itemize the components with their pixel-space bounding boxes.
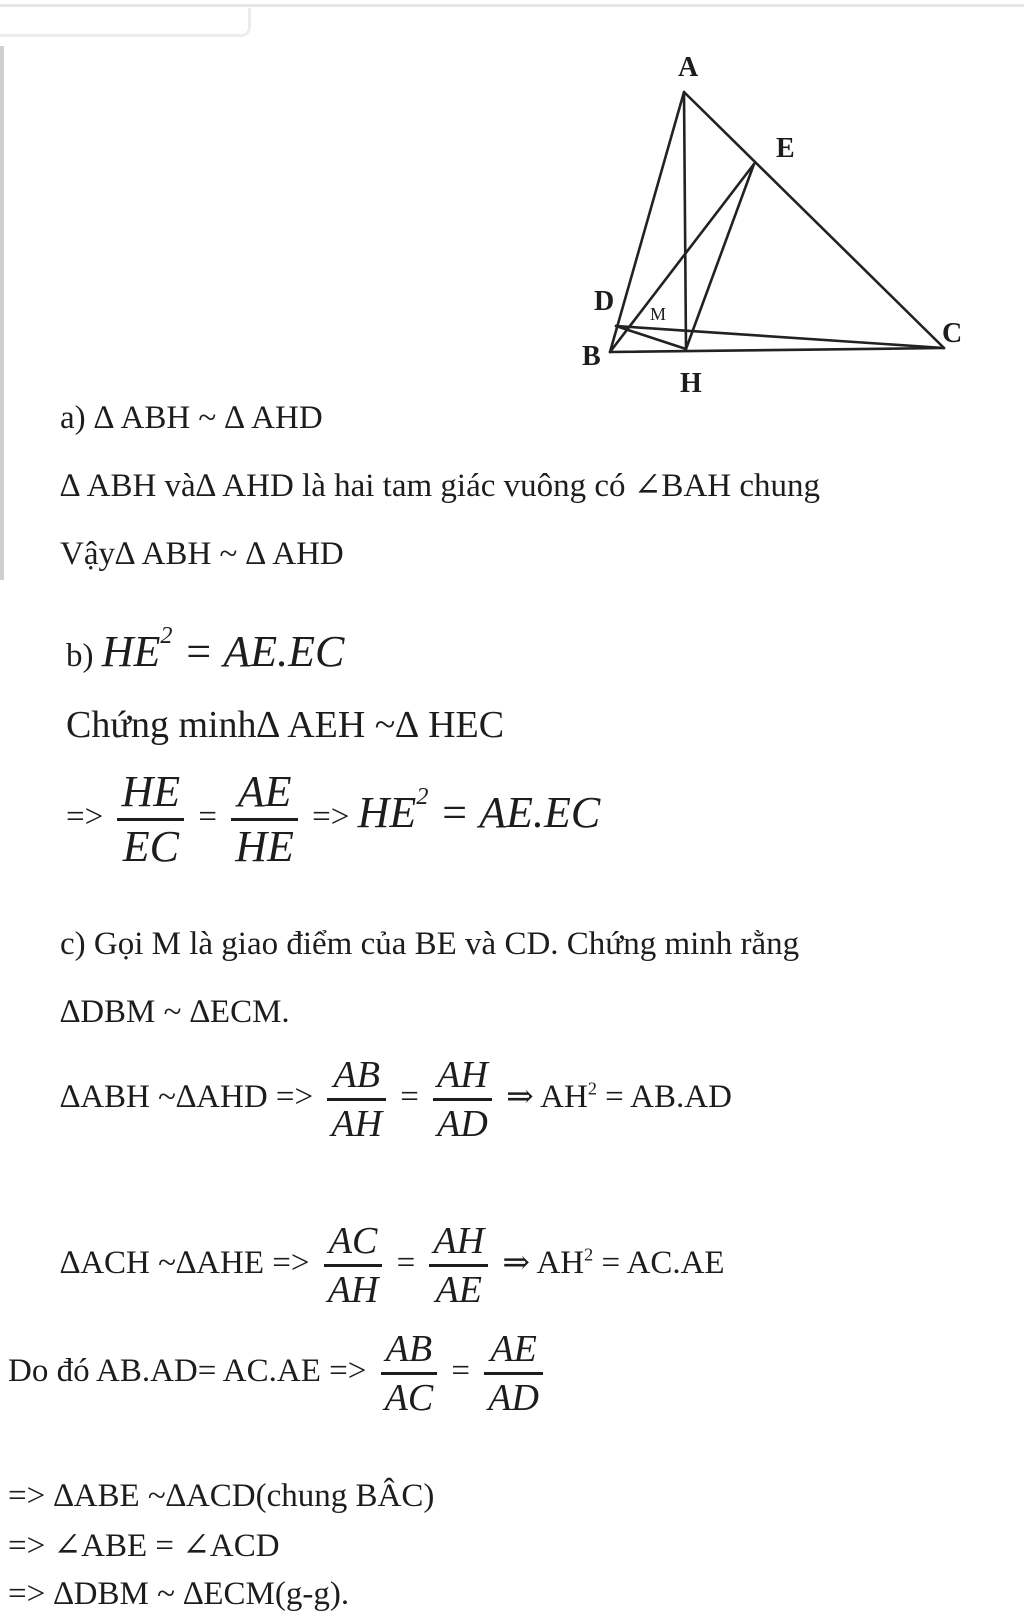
part-c-step3 <box>8 1330 549 1417</box>
segment-cd <box>616 326 944 348</box>
fraction-ah-ad: $\frac{AH}{AD}$ <box>433 1056 492 1143</box>
label-m: M <box>650 304 667 324</box>
segment-bc <box>610 348 944 352</box>
step1-prefix: ∆ABH ~∆AHD => <box>60 1079 314 1116</box>
implies-symbol-2: => <box>312 799 350 836</box>
step2-equals: = <box>396 1245 416 1282</box>
top-tab-edge <box>0 8 251 37</box>
part-c-step6: => ∆DBM ~ ∆ECM(g-g). <box>8 1576 350 1612</box>
label-b: B <box>582 341 601 372</box>
part-c-step2 <box>60 1222 725 1309</box>
label-d: D <box>594 286 615 317</box>
implies-symbol: => <box>66 799 104 836</box>
part-b-statement <box>66 624 344 674</box>
part-c-step1 <box>60 1056 732 1143</box>
fraction-he-ec: $\frac{HE}{EC}$ <box>117 770 184 869</box>
step1-result: ⇒ $AH^2 = AB.AD$ <box>506 1078 732 1116</box>
top-border <box>0 4 1024 7</box>
fraction-ab-ah: $\frac{AB}{AH}$ <box>327 1056 386 1143</box>
part-c-line2: ∆DBM ~ ∆ECM. <box>60 994 290 1030</box>
segment-be <box>610 164 754 352</box>
fraction-ae-ad: $\frac{AE}{AD}$ <box>484 1330 543 1417</box>
segment-ab <box>610 92 684 352</box>
equals-sign: = <box>198 799 218 836</box>
part-b-result: $HE^2 = AE.EC$ <box>357 783 601 838</box>
part-b-formula: $HE^2 = AE.EC$ <box>101 622 345 676</box>
step2-prefix: ∆ACH ~∆AHE => <box>60 1245 310 1282</box>
step3-prefix: Do đó AB.AD= AC.AE => <box>8 1353 367 1390</box>
label-c: C <box>942 318 963 349</box>
step3-equals: = <box>451 1353 471 1390</box>
label-h: H <box>680 368 702 399</box>
part-c-line1: c) Gọi M là giao điểm của BE và CD. Chứng minh rằng <box>60 926 800 962</box>
fraction-ae-he: $\frac{AE}{HE}$ <box>231 770 298 869</box>
left-border <box>0 46 4 580</box>
part-a-line2: Vậy∆ ABH ~ ∆ AHD <box>60 536 344 572</box>
fraction-ac-ah: $\frac{AC}{AH}$ <box>324 1222 383 1309</box>
part-b-label: b) <box>66 637 94 674</box>
fraction-ab-ac: $\frac{AB}{AC}$ <box>381 1330 438 1417</box>
fraction-ah-ae: $\frac{AH}{AE}$ <box>429 1222 488 1309</box>
segment-he <box>686 164 754 349</box>
part-a-line1: ∆ ABH và∆ AHD là hai tam giác vuông có ∠BAH chung <box>60 468 820 504</box>
label-a: A <box>678 52 699 83</box>
part-b-derivation <box>66 767 601 871</box>
triangle-diagram <box>560 40 1024 420</box>
label-e: E <box>776 133 795 164</box>
segment-ac <box>684 92 944 348</box>
segment-ah <box>684 92 686 349</box>
part-b-prove: Chứng minh∆ AEH ~∆ HEC <box>66 704 505 746</box>
step1-equals: = <box>400 1079 419 1116</box>
step2-result: ⇒ $AH^2 = AC.AE$ <box>502 1244 725 1282</box>
part-c-step5: => ∠ABE = ∠ACD <box>8 1528 280 1564</box>
part-a-heading: a) ∆ ABH ~ ∆ AHD <box>60 400 323 436</box>
part-c-step4: => ∆ABE ~∆ACD(chung BÂC) <box>8 1478 435 1514</box>
